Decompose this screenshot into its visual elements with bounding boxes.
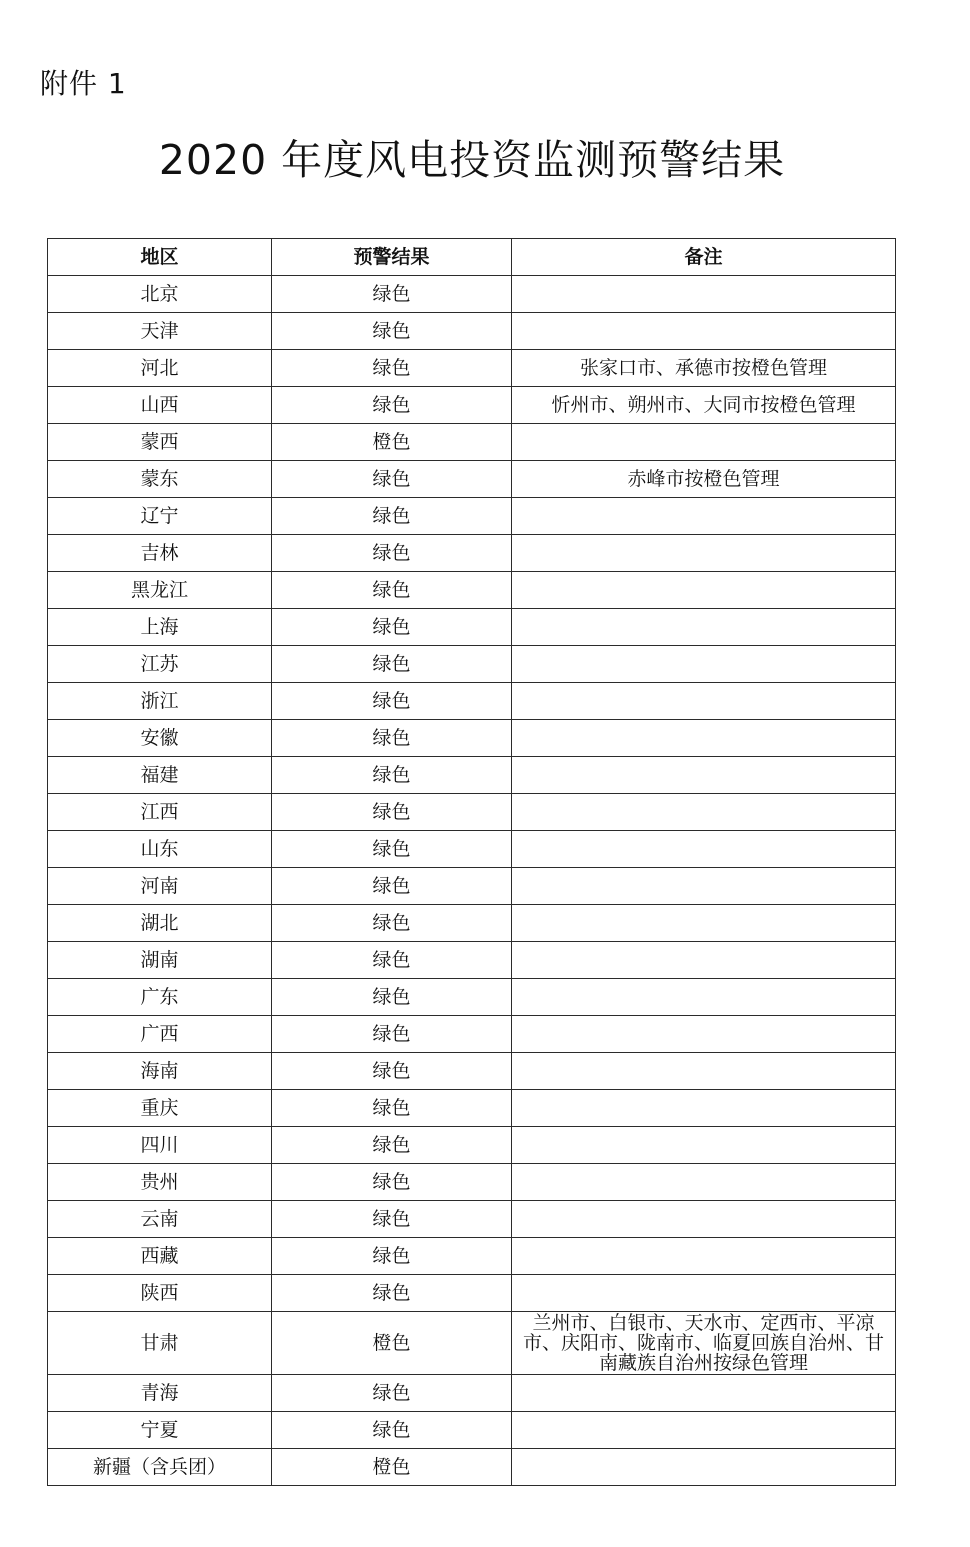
note-cell [512,1238,896,1275]
table-row [48,1375,896,1412]
region-cell: 江西 [48,794,272,831]
region-cell: 陕西 [48,1275,272,1312]
table-row [48,1412,896,1449]
region-cell: 江苏 [48,646,272,683]
note-cell [512,1375,896,1412]
region-cell: 辽宁 [48,498,272,535]
note-cell [512,757,896,794]
note-cell [512,942,896,979]
result-cell: 绿色 [272,1238,512,1275]
result-cell: 绿色 [272,794,512,831]
result-cell: 绿色 [272,572,512,609]
table-row [48,831,896,868]
result-cell: 绿色 [272,1127,512,1164]
region-cell: 四川 [48,1127,272,1164]
column-header-result: 预警结果 [272,239,512,276]
region-cell: 青海 [48,1375,272,1412]
note-cell [512,1090,896,1127]
result-cell: 绿色 [272,498,512,535]
note-cell [512,979,896,1016]
region-cell: 西藏 [48,1238,272,1275]
note-cell: 赤峰市按橙色管理 [512,461,896,498]
table-row [48,1449,896,1486]
result-cell: 绿色 [272,350,512,387]
warning-results-table [47,238,896,1486]
table-row [48,535,896,572]
region-cell: 新疆（含兵团） [48,1449,272,1486]
region-cell: 吉林 [48,535,272,572]
note-cell [512,1127,896,1164]
table-row [48,905,896,942]
table-row [48,1201,896,1238]
result-cell: 绿色 [272,535,512,572]
table-row [48,350,896,387]
note-cell [512,1016,896,1053]
note-cell [512,609,896,646]
region-cell: 山西 [48,387,272,424]
note-cell: 兰州市、白银市、天水市、定西市、平凉市、庆阳市、陇南市、临夏回族自治州、甘南藏族自治州按绿色管理 [512,1312,896,1375]
region-cell: 广东 [48,979,272,1016]
result-cell: 绿色 [272,1090,512,1127]
note-cell [512,1275,896,1312]
note-cell [512,1449,896,1486]
table-row [48,794,896,831]
table-row [48,609,896,646]
result-cell: 橙色 [272,424,512,461]
result-cell: 绿色 [272,313,512,350]
table-row [48,1275,896,1312]
table-header-row [48,239,896,276]
region-cell: 福建 [48,757,272,794]
column-header-region: 地区 [48,239,272,276]
region-cell: 上海 [48,609,272,646]
table-row [48,276,896,313]
note-cell [512,646,896,683]
result-cell: 绿色 [272,1375,512,1412]
table-row [48,646,896,683]
region-cell: 海南 [48,1053,272,1090]
region-cell: 天津 [48,313,272,350]
table-row [48,1312,896,1375]
region-cell: 蒙西 [48,424,272,461]
result-cell: 绿色 [272,831,512,868]
table-row [48,1016,896,1053]
result-cell: 绿色 [272,1053,512,1090]
result-cell: 绿色 [272,1201,512,1238]
result-cell: 绿色 [272,757,512,794]
table-row [48,868,896,905]
note-cell: 忻州市、朔州市、大同市按橙色管理 [512,387,896,424]
note-cell [512,831,896,868]
table-body [48,276,896,1486]
table-row [48,1090,896,1127]
region-cell: 湖南 [48,942,272,979]
result-cell: 绿色 [272,683,512,720]
table-row [48,424,896,461]
result-cell: 绿色 [272,1164,512,1201]
region-cell: 蒙东 [48,461,272,498]
result-cell: 绿色 [272,1275,512,1312]
result-cell: 绿色 [272,979,512,1016]
result-cell: 绿色 [272,461,512,498]
region-cell: 河北 [48,350,272,387]
result-cell: 绿色 [272,609,512,646]
result-cell: 橙色 [272,1449,512,1486]
result-cell: 绿色 [272,868,512,905]
note-cell [512,683,896,720]
result-cell: 绿色 [272,1016,512,1053]
table-row [48,461,896,498]
note-cell: 张家口市、承德市按橙色管理 [512,350,896,387]
region-cell: 黑龙江 [48,572,272,609]
document-title: 2020 年度风电投资监测预警结果 [158,136,786,184]
region-cell: 甘肃 [48,1312,272,1375]
result-cell: 绿色 [272,720,512,757]
region-cell: 安徽 [48,720,272,757]
result-cell: 绿色 [272,387,512,424]
table-row [48,757,896,794]
note-cell [512,572,896,609]
result-cell: 绿色 [272,1412,512,1449]
table-row [48,1053,896,1090]
result-cell: 橙色 [272,1312,512,1375]
note-cell [512,1412,896,1449]
table-row [48,1238,896,1275]
table-row [48,572,896,609]
note-cell [512,1053,896,1090]
note-cell [512,720,896,757]
note-cell [512,1164,896,1201]
note-cell [512,905,896,942]
table-row [48,498,896,535]
region-cell: 河南 [48,868,272,905]
region-cell: 云南 [48,1201,272,1238]
table-row [48,1164,896,1201]
result-cell: 绿色 [272,905,512,942]
note-cell [512,313,896,350]
result-cell: 绿色 [272,942,512,979]
note-cell [512,276,896,313]
table-row [48,942,896,979]
note-cell [512,794,896,831]
note-cell [512,868,896,905]
region-cell: 重庆 [48,1090,272,1127]
column-header-note: 备注 [512,239,896,276]
table-row [48,1127,896,1164]
region-cell: 贵州 [48,1164,272,1201]
table-row [48,313,896,350]
region-cell: 山东 [48,831,272,868]
region-cell: 浙江 [48,683,272,720]
region-cell: 湖北 [48,905,272,942]
table-row [48,387,896,424]
attachment-label: 附件 1 [40,67,127,100]
note-cell [512,1201,896,1238]
note-cell [512,498,896,535]
note-cell [512,535,896,572]
note-cell [512,424,896,461]
result-cell: 绿色 [272,276,512,313]
table-row [48,683,896,720]
table-row [48,979,896,1016]
table-row [48,720,896,757]
region-cell: 北京 [48,276,272,313]
result-cell: 绿色 [272,646,512,683]
region-cell: 宁夏 [48,1412,272,1449]
region-cell: 广西 [48,1016,272,1053]
